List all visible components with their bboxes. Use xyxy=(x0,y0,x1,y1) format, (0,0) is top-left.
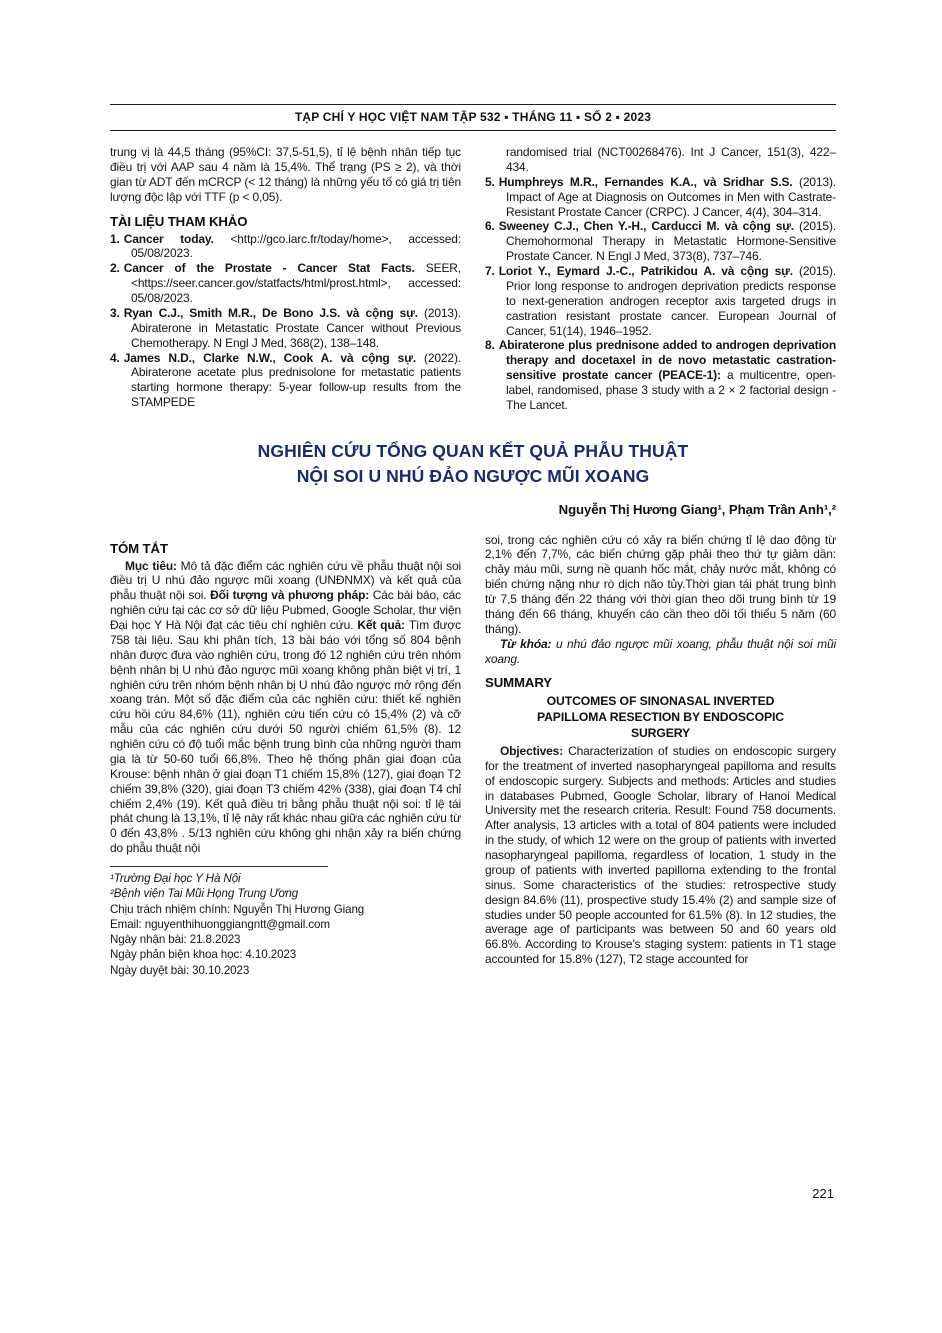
reference-text: Cancer today. <http://gco.iarc.fr/today/home>, accessed: 05/08/2023. xyxy=(123,231,462,261)
abstract-vi-heading: TÓM TẮT xyxy=(110,540,168,556)
reference-number: 7. xyxy=(485,264,495,278)
reference-number: 6. xyxy=(485,219,495,234)
affiliation-2: ²Bệnh viện Tai Mũi Họng Trung Ương xyxy=(110,887,299,901)
article-authors: Nguyễn Thị Hương Giang¹, Phạm Trần Anh¹,² xyxy=(558,501,836,517)
references-heading: TÀI LIỆU THAM KHẢO xyxy=(110,213,248,229)
main-left-column xyxy=(110,533,461,979)
previous-article-closing-paragraph: trung vị là 44,5 tháng (95%CI: 37,5-51,5), tỉ lệ bệnh nhân tiếp tục điều trị với AAP sau 4 năm là 15,4%. Thể trạng (PS ≥ 2), và thời gian từ ADT đến mCRCP (< 12 tháng) là những yếu tố có giá trị tiên lượng độc lập với TTF (p < 0,05). xyxy=(110,145,461,204)
reference-item-6 xyxy=(485,219,836,264)
reference-text: Abiraterone plus prednisone added to androgen deprivation therapy and docetaxel in de novo metastatic castration-sensitive prostate cancer (PEACE-1): a multicentre, open-label, randomised, phase 3 study with a 2 × 2 factorial design - The Lancet. xyxy=(498,338,836,412)
reference-number: 8. xyxy=(485,338,495,353)
date-accepted: Ngày duyệt bài: 30.10.2023 xyxy=(110,963,250,977)
article-title-line-2: NỘI SOI U NHÚ ĐẢO NGƯỢC MŨI XOANG xyxy=(296,466,650,487)
top-right-column xyxy=(485,145,836,413)
page-number: 221 xyxy=(812,1186,834,1201)
article-title-line-1: NGHIÊN CỨU TỔNG QUAN KẾT QUẢ PHẪU THUẬT xyxy=(257,440,689,461)
reference-item-7 xyxy=(485,264,836,338)
english-article-title: OUTCOMES OF SINONASAL INVERTED PAPILLOMA RESECTION BY ENDOSCOPIC SURGERY xyxy=(536,694,785,741)
reference-text: James N.D., Clarke N.W., Cook A. và cộng sự. (2022). Abiraterone acetate plus prednisolone for metastatic patients starting hormone therapy: 5-year follow-up results from the STAMPEDE xyxy=(123,350,461,410)
reference-number: 2. xyxy=(110,261,120,276)
reference-text: Ryan C.J., Smith M.R., De Bono J.S. và cộng sự. (2013). Abiraterone in Metastatic Prostate Cancer without Previous Chemotherapy. N Engl J Med, 368(2), 138–148. xyxy=(123,305,461,350)
reference-text: Loriot Y., Eymard J.-C., Patrikidou A. và cộng sự. (2015). Prior long response to androgen deprivation predicts response to next-generation androgen receptor axis targeted drugs in castration resistant prostate cancer. European Journal of Cancer, 51(14), 1946–1952. xyxy=(498,264,836,338)
abstract-vi-paragraph: Mục tiêu: Mô tả đặc điểm các nghiên cứu về phẫu thuật nội soi điều trị U nhú đảo ngược mũi xoang (UNĐNMX) và kết quả của phẫu thuật nội soi. Đối tượng và phương pháp: Các bài báo, các nghiên cứu tại các cơ sở dữ liệu Pubmed, Google Scholar, thư viện Đại học Y Hà Nội đạt các tiêu chí nghiên cứu. Kết quả: Tìm được 758 tài liệu. Sau khi phân tích, 13 bài báo với tổng số 804 bệnh nhân được đưa vào nghiên cứu, trong đó 12 nghiên cứu trên nhóm bệnh nhân bị U nhú đảo ngược mũi xoang không phân biệt vị trí, 1 nghiên cứu trên nhóm bệnh nhân bị U nhú đảo ngược mở rộng đến xoang trán. Một số đặc điểm của các nghiên cứu: thiết kế nghiên cứu hồi cứu 84,6% (11), nghiên cứu tiến cứu có 15,4% (2) và cỡ mẫu của các nghiên cứu dưới 50 người chiếm 61,5% (8). 12 nghiên cứu có độ tuổi mắc bệnh trung bình của những người tham gia là từ 50-60 tuổi 66,8%. Theo hệ thống phân giai đoạn của Krouse: bệnh nhân ở giai đoạn T1 chiếm 15,8% (127), giai đoạn T2 chiếm 39,8% (320), giai đoạn T3 chiếm 42% (338), giai đoạn T4 chỉ chiếm 2,4% (19). Kết quả điều trị bằng phẫu thuật nội soi: tỉ lệ tái phát chung là 13,1%, tỉ lệ này rất khác nhau giữa các nghiên cứu từ 0 đến 43,8% . 5/13 nghiên cứu không ghi nhận xảy ra biến chứng do phẫu thuật nội xyxy=(110,558,462,856)
footnote-divider xyxy=(110,866,328,867)
corresponding-author: Chịu trách nhiệm chính: Nguyễn Thị Hương Giang xyxy=(110,902,365,916)
abstract-en-paragraph: Objectives: Characterization of studies on endoscopic surgery for the treatment of inverted nasopharyngeal papilloma and results of endoscopic surgery. Subjects and methods: Articles and studies in databases Pubmed, Google Scholar, library of Hanoi Medical University met the research criteria. Result: Found 758 documents. After analysis, 13 articles with a total of 804 patients were included in the study, of which 12 were on the group of patients with inverted nasopharyngeal papilloma, regardless of location, 1 study in the group of patients with inverted papilloma extending to the frontal sinus. Some characteristics of the studies: retrospective study design 84.6% (11), prospective study 15.4% (2) and sample size of studies under 50 people accounted for 61.5% (8). In 12 studies, the average age of participants was between 50 and 60 years old 66.8%. According to Krouse's staging system: patients in T1 stage accounted for 15.8% (127), T2 stage accounted for xyxy=(485,743,836,967)
article-title-block xyxy=(110,439,836,517)
reference-item-1 xyxy=(110,232,461,262)
reference-text: Sweeney C.J., Chen Y.-H., Carducci M. và cộng sự. (2015). Chemohormonal Therapy in Metastatic Hormone-Sensitive Prostate Cancer. N Engl J Med, 373(8), 737–746. xyxy=(498,219,836,264)
summary-heading: SUMMARY xyxy=(485,675,552,691)
main-right-column xyxy=(485,533,836,979)
keywords-paragraph: Từ khóa: u nhú đảo ngược mũi xoang, phẫu thuật nội soi mũi xoang. xyxy=(485,636,837,666)
date-received: Ngày nhận bài: 21.8.2023 xyxy=(110,933,241,947)
reference-item-5 xyxy=(485,175,836,220)
reference-number: 5. xyxy=(485,174,495,189)
footnote-block xyxy=(110,866,461,978)
header-bottom-rule xyxy=(110,130,836,131)
previous-article-section xyxy=(110,145,836,413)
abstract-vi-continuation: soi, trong các nghiên cứu có xảy ra biến chứng tỉ lệ dao động từ 2,1% đến 7,7%, các biến chứng gặp phải theo thứ tự giảm dần: chảy máu mũi, sưng nề quanh hốc mắt, chảy nước mắt, không có biến chứng nặng như rò dịch não tủy.Thời gian tái phát trung bình từ 7,5 tháng đến 22 tháng với thời gian theo dõi trung bình từ 19 tháng đến 66 tháng, khuyến cáo cần theo dõi tối thiểu 5 năm (60 tháng). xyxy=(485,532,836,636)
affiliation-1: ¹Trường Đại học Y Hà Nội xyxy=(110,872,241,885)
journal-running-head: TẠP CHÍ Y HỌC VIỆT NAM TẬP 532 ▪ THÁNG 11 ▪ SỐ 2 ▪ 2023 xyxy=(294,110,652,124)
reference-item-2 xyxy=(110,261,461,306)
article-body-section xyxy=(110,533,836,979)
top-left-column xyxy=(110,145,461,413)
reference-item-3 xyxy=(110,306,461,351)
date-reviewed: Ngày phản biện khoa học: 4.10.2023 xyxy=(110,948,297,962)
article-title xyxy=(110,439,836,490)
reference-number: 3. xyxy=(110,305,120,320)
reference-text: Cancer of the Prostate - Cancer Stat Facts. SEER, <https://seer.cancer.gov/statfacts/html/prost.html>, accessed: 05/08/2023. xyxy=(123,261,461,305)
email-line: Email: nguyenthihuonggiangntt@gmail.com xyxy=(110,917,330,931)
reference-4-continuation: randomised trial (NCT00268476). Int J Cancer, 151(3), 422–434. xyxy=(506,145,836,174)
reference-item-8 xyxy=(485,338,836,412)
reference-item-4 xyxy=(110,351,461,411)
reference-text: Humphreys M.R., Fernandes K.A., và Sridhar S.S. (2013). Impact of Age at Diagnosis on Outcomes in Men with Castrate-Resistant Prostate Cancer (CRPC). J Cancer, 4(4), 304–314. xyxy=(498,174,836,219)
reference-number: 4. xyxy=(110,350,120,365)
reference-number: 1. xyxy=(110,231,120,246)
